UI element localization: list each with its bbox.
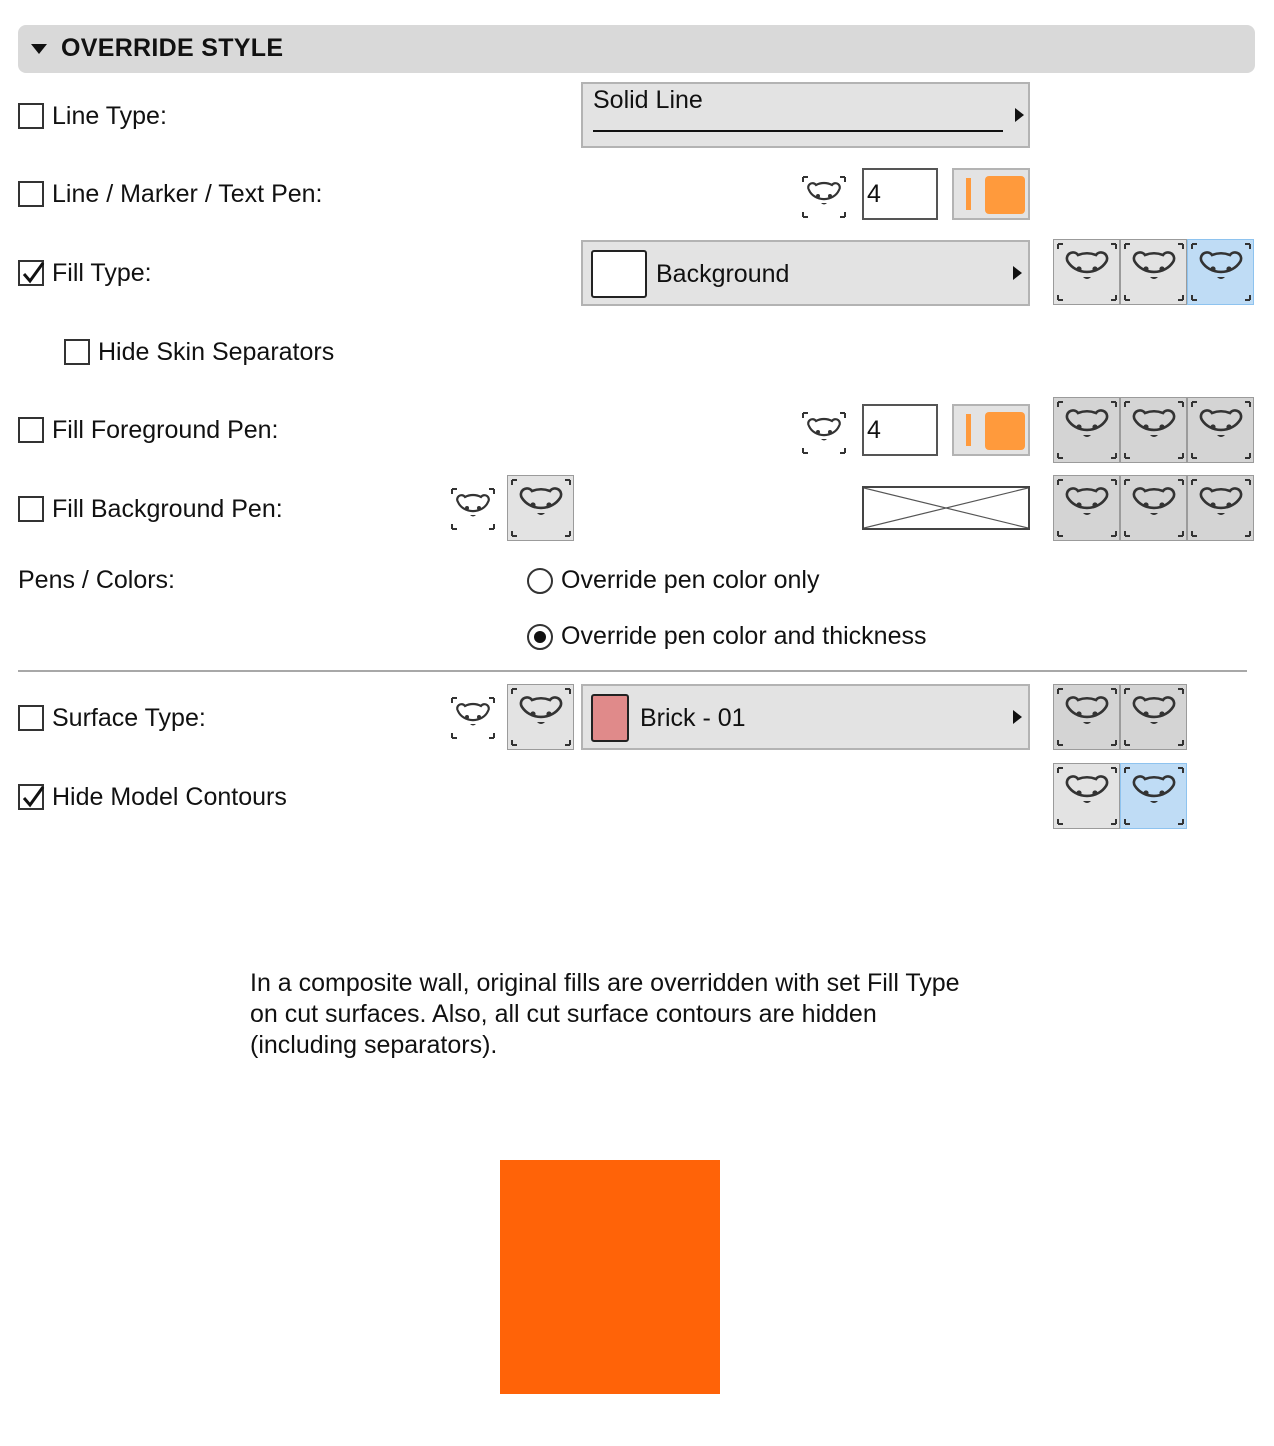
line-type-row (18, 100, 167, 132)
fill-swatch (591, 250, 647, 298)
line-pen-label: Line / Marker / Text Pen: (52, 179, 323, 208)
surface-type-bear-button-2[interactable] (1120, 684, 1187, 750)
radio-pen-color-only[interactable] (527, 566, 819, 595)
fill-type-value: Background (656, 260, 790, 288)
bear-icon (1121, 398, 1187, 462)
fill-type-bear-button-2[interactable] (1120, 239, 1187, 305)
line-type-label: Line Type: (52, 101, 167, 130)
bear-icon (1188, 398, 1254, 462)
bear-link-icon[interactable] (451, 488, 495, 530)
fill-type-dropdown[interactable] (581, 240, 1030, 306)
fill-bg-pen-bear-button-1[interactable] (1053, 475, 1120, 541)
surface-type-bear-button-1[interactable] (1053, 684, 1120, 750)
bear-icon (1054, 764, 1120, 828)
surface-bear-button[interactable] (507, 684, 574, 750)
line-type-checkbox[interactable] (18, 103, 44, 129)
hide-contours-row (18, 781, 287, 813)
bear-link-icon[interactable] (451, 697, 495, 739)
surface-type-value: Brick - 01 (640, 704, 746, 732)
fill-fg-pen-bear-button-2[interactable] (1120, 397, 1187, 463)
pens-colors-label: Pens / Colors: (18, 566, 176, 594)
checkmark-icon (19, 783, 49, 813)
bear-link-icon[interactable] (802, 412, 846, 454)
bear-icon (1188, 240, 1254, 304)
hide-skin-row (64, 336, 334, 368)
surface-type-row (18, 702, 206, 734)
bear-icon (508, 476, 574, 540)
fill-fg-pen-bear-button-3[interactable] (1187, 397, 1254, 463)
radio-label: Override pen color only (561, 566, 820, 594)
bear-icon (1121, 764, 1187, 828)
surface-type-checkbox[interactable] (18, 705, 44, 731)
dropdown-arrow-icon (1013, 710, 1022, 724)
dropdown-arrow-icon (1013, 266, 1022, 280)
hide-contours-bear-button-2[interactable] (1120, 763, 1187, 829)
fill-fg-pen-bear-button-1[interactable] (1053, 397, 1120, 463)
bear-icon (1188, 476, 1254, 540)
fill-type-bear-button-1[interactable] (1053, 239, 1120, 305)
line-pen-row (18, 178, 323, 210)
override-style-header[interactable] (18, 25, 1255, 73)
fill-fg-pen-row (18, 414, 279, 446)
empty-cross-icon (864, 488, 1028, 528)
line-pen-checkbox[interactable] (18, 181, 44, 207)
bear-icon (1054, 398, 1120, 462)
hide-skin-checkbox[interactable] (64, 339, 90, 365)
bear-icon (1121, 685, 1187, 749)
bear-icon (1054, 685, 1120, 749)
fill-fg-pen-number-input[interactable]: 4 (862, 404, 938, 456)
fill-bg-pen-checkbox[interactable] (18, 496, 44, 522)
section-divider (18, 670, 1247, 672)
fill-type-label: Fill Type: (52, 258, 152, 287)
surface-type-dropdown[interactable] (581, 684, 1030, 750)
line-type-dropdown[interactable] (581, 82, 1030, 148)
hide-contours-label: Hide Model Contours (52, 782, 287, 811)
radio-label: Override pen color and thickness (561, 622, 927, 650)
fill-type-checkbox[interactable] (18, 260, 44, 286)
pen-thickness-bar (966, 414, 971, 446)
fill-type-bear-button-3[interactable] (1187, 239, 1254, 305)
radio-button[interactable] (527, 568, 553, 594)
bear-icon (1121, 240, 1187, 304)
radio-pen-color-thickness[interactable] (527, 622, 926, 651)
bear-icon (1054, 476, 1120, 540)
fill-fg-pen-label: Fill Foreground Pen: (52, 415, 279, 444)
radio-button[interactable] (527, 624, 553, 650)
surface-swatch (591, 694, 629, 742)
line-pen-color-picker[interactable] (952, 168, 1030, 220)
fill-bg-pen-empty-swatch[interactable] (862, 486, 1030, 530)
fill-bg-pen-row (18, 493, 283, 525)
description-text: In a composite wall, original fills are overridden with set Fill Type on cut surfaces. Also, all cut surface contours are hidden (including separators). (250, 969, 960, 1059)
fill-fg-pen-color-picker[interactable] (952, 404, 1030, 456)
fill-bg-pen-label: Fill Background Pen: (52, 494, 283, 523)
hide-contours-bear-button-1[interactable] (1053, 763, 1120, 829)
surface-type-label: Surface Type: (52, 703, 206, 732)
section-title: OVERRIDE STYLE (61, 34, 284, 62)
pen-color-swatch (985, 176, 1025, 214)
dropdown-arrow-icon (1015, 108, 1024, 122)
pen-thickness-bar (966, 178, 971, 210)
collapse-triangle-icon[interactable] (31, 44, 47, 54)
line-preview (593, 130, 1003, 132)
bear-icon (1121, 476, 1187, 540)
line-pen-number-input[interactable]: 4 (862, 168, 938, 220)
bear-icon (508, 685, 574, 749)
bear-icon (1054, 240, 1120, 304)
fill-type-row (18, 257, 152, 289)
fill-bg-pen-bear-button-2[interactable] (1120, 475, 1187, 541)
fill-bg-pen-bear-button-3[interactable] (1187, 475, 1254, 541)
fill-bg-bear-button[interactable] (507, 475, 574, 541)
bear-link-icon[interactable] (802, 176, 846, 218)
fill-fg-pen-checkbox[interactable] (18, 417, 44, 443)
line-type-value: Solid Line (593, 86, 703, 114)
checkmark-icon (19, 259, 49, 289)
pen-color-swatch (985, 412, 1025, 450)
hide-skin-label: Hide Skin Separators (98, 337, 335, 366)
preview-swatch (500, 1160, 720, 1394)
hide-contours-checkbox[interactable] (18, 784, 44, 810)
